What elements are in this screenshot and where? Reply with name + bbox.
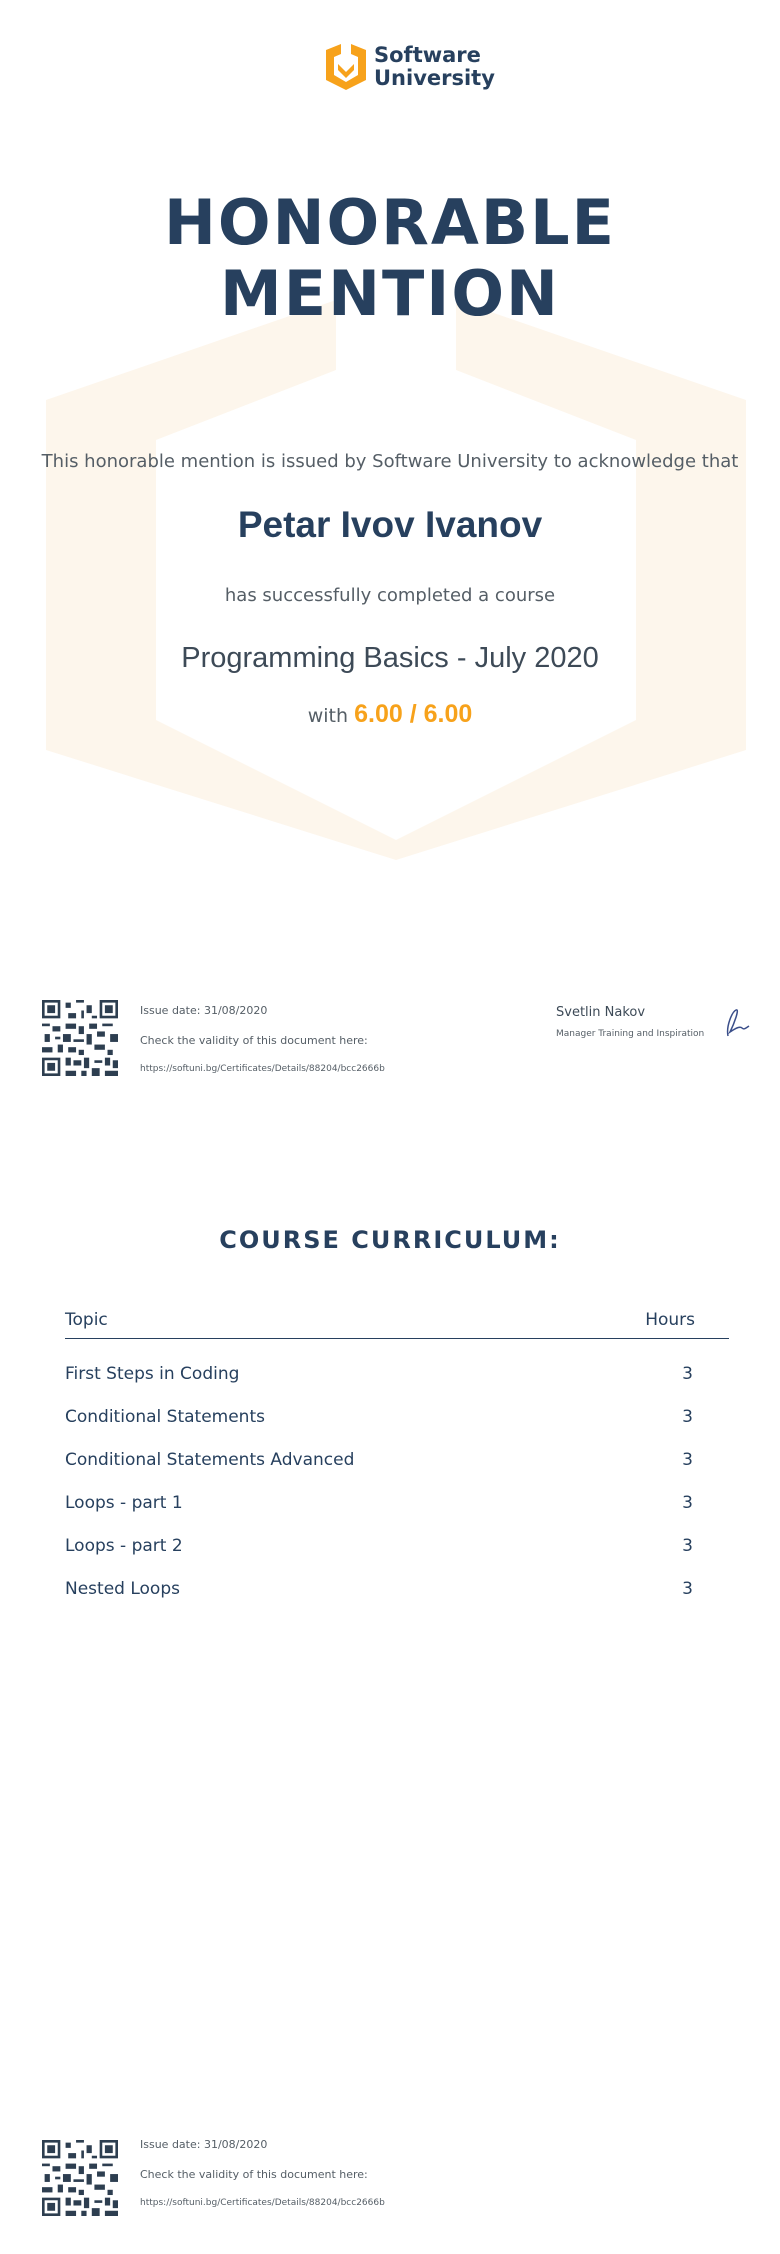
row-topic: Nested Loops [65, 1579, 180, 1599]
signature-icon [722, 1006, 752, 1040]
qr-code-icon[interactable] [42, 2140, 118, 2216]
row-topic: Loops - part 1 [65, 1493, 183, 1513]
row-hours: 3 [682, 1493, 693, 1513]
grade-prefix: with [307, 705, 349, 727]
row-hours: 3 [682, 1536, 693, 1556]
completed-text: has successfully completed a course [224, 585, 556, 606]
signer-role: Manager Training and Inspiration [556, 1029, 705, 1039]
validity-url-link[interactable]: https://softuni.bg/Certificates/Details/88204/bcc2666b [140, 2198, 385, 2208]
table-row [65, 1439, 729, 1482]
row-hours: 3 [682, 1450, 693, 1470]
logo-line2: University [374, 66, 495, 90]
recipient-name: Petar Ivov Ivanov [237, 504, 543, 545]
issue-date: Issue date: 31/08/2020 [140, 1004, 268, 1017]
acknowledgement-text: This honorable mention is issued by Software University to acknowledge that [41, 451, 739, 472]
certificate-title-line1: HONORABLE [163, 186, 617, 259]
curriculum-table-header [65, 1310, 729, 1339]
header-topic: Topic [65, 1310, 108, 1330]
curriculum-title: COURSE CURRICULUM: [219, 1226, 561, 1254]
table-row [65, 1482, 729, 1525]
row-topic: Loops - part 2 [65, 1536, 183, 1556]
watermark-logo-icon [46, 300, 746, 860]
header-hours: Hours [645, 1310, 695, 1330]
validity-url-link[interactable]: https://softuni.bg/Certificates/Details/88204/bcc2666b [140, 1064, 385, 1074]
validity-text: Check the validity of this document here: [140, 2168, 368, 2181]
row-topic: First Steps in Coding [65, 1364, 240, 1384]
row-hours: 3 [682, 1364, 693, 1384]
qr-code-icon[interactable] [42, 1000, 118, 1076]
row-topic: Conditional Statements Advanced [65, 1450, 355, 1470]
curriculum-table [65, 1310, 729, 1611]
signer-name: Svetlin Nakov [556, 1005, 646, 1020]
table-row [65, 1568, 729, 1611]
row-hours: 3 [682, 1579, 693, 1599]
grade-value: 6.00 / 6.00 [354, 700, 473, 728]
issue-date: Issue date: 31/08/2020 [140, 2138, 268, 2151]
certificate-title-line2: MENTION [220, 257, 560, 330]
grade-line [0, 700, 780, 729]
logo-line1: Software [374, 43, 481, 67]
validity-text: Check the validity of this document here: [140, 1034, 368, 1047]
course-name: Programming Basics - July 2020 [181, 642, 599, 674]
table-row [65, 1396, 729, 1439]
table-row [65, 1525, 729, 1568]
table-row [65, 1353, 729, 1396]
row-topic: Conditional Statements [65, 1407, 265, 1427]
logo-wordmark [374, 44, 495, 90]
row-hours: 3 [682, 1407, 693, 1427]
